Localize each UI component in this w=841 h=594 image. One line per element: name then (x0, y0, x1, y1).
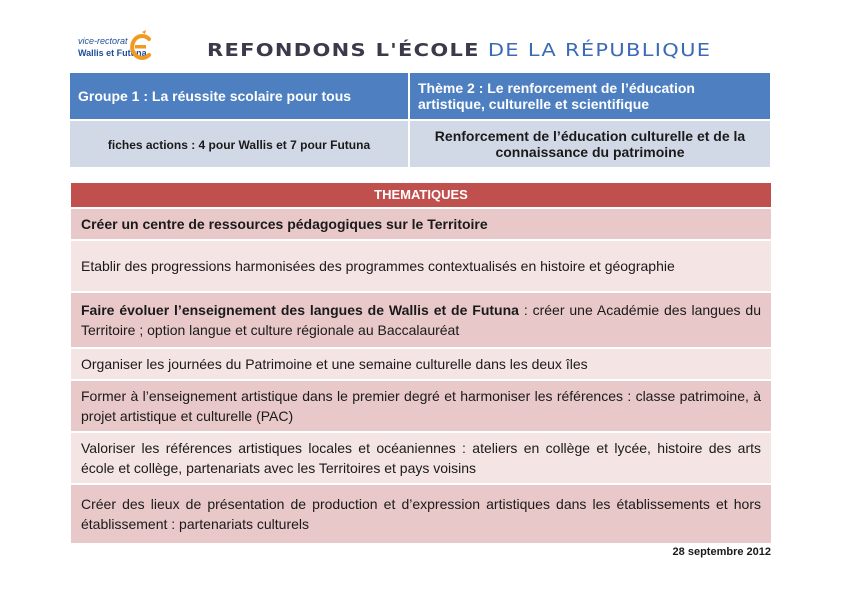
table-row (71, 380, 771, 432)
table-row (71, 348, 771, 380)
page-title-part1: REFONDONS L'ÉCOLE (207, 39, 480, 61)
table-row (71, 240, 771, 292)
thematiques-heading: THEMATIQUES (71, 183, 771, 208)
table-row (71, 292, 771, 348)
table-row (71, 484, 771, 544)
row-bold-text: Faire évoluer l’enseignement des langues de Wallis et de Futuna (81, 302, 519, 318)
header-table (68, 71, 772, 169)
logo (78, 28, 158, 66)
row-text: Créer des lieux de présentation de production et d’expression artistiques dans les établissements et hors établissement : partenariats culturels (81, 496, 761, 532)
logo-line2: Wallis et Futuna (78, 48, 147, 58)
row-text: Organiser les journées du Patrimoine et une semaine culturelle dans les deux îles (81, 356, 588, 372)
row-bold-text: Créer un centre de ressources pédagogiques sur le Territoire (81, 216, 488, 232)
table-row (71, 432, 771, 484)
row-text: Etablir des progressions harmonisées des programmes contextualisés en histoire et géographie (81, 258, 675, 274)
group-cell: Groupe 1 : La réussite scolaire pour tous (69, 72, 409, 120)
row-text: Former à l’enseignement artistique dans le premier degré et harmoniser les références : classe patrimoine, à projet artistique et culturelle (PAC) (81, 388, 761, 424)
actions-cell (69, 120, 409, 168)
page-title-part2: DE LA RÉPUBLIQUE (479, 39, 712, 61)
logo-line1: vice-rectorat (78, 36, 128, 46)
page-title (207, 40, 711, 61)
theme-cell: Thème 2 : Le renforcement de l’éducation artistique, culturelle et scientifique (409, 72, 771, 120)
thematiques-table (71, 183, 771, 545)
row-text: Valoriser les références artistiques locales et océaniennes : ateliers en collège et lycée, histoire des arts école et collège, partenariats avec les Territoires et pays voisins (81, 440, 761, 476)
table-row (71, 208, 771, 240)
row-text: : créer une Académie des langues du Territoire ; option langue et culture régionale au Baccalauréat (81, 302, 761, 338)
actions-text: fiches actions : 4 pour Wallis et 7 pour Futuna (107, 138, 371, 152)
focus-cell: Renforcement de l’éducation culturelle et de la connaissance du patrimoine (409, 120, 771, 168)
logo-e-icon (128, 30, 154, 62)
date-label: 28 septembre 2012 (672, 546, 771, 558)
